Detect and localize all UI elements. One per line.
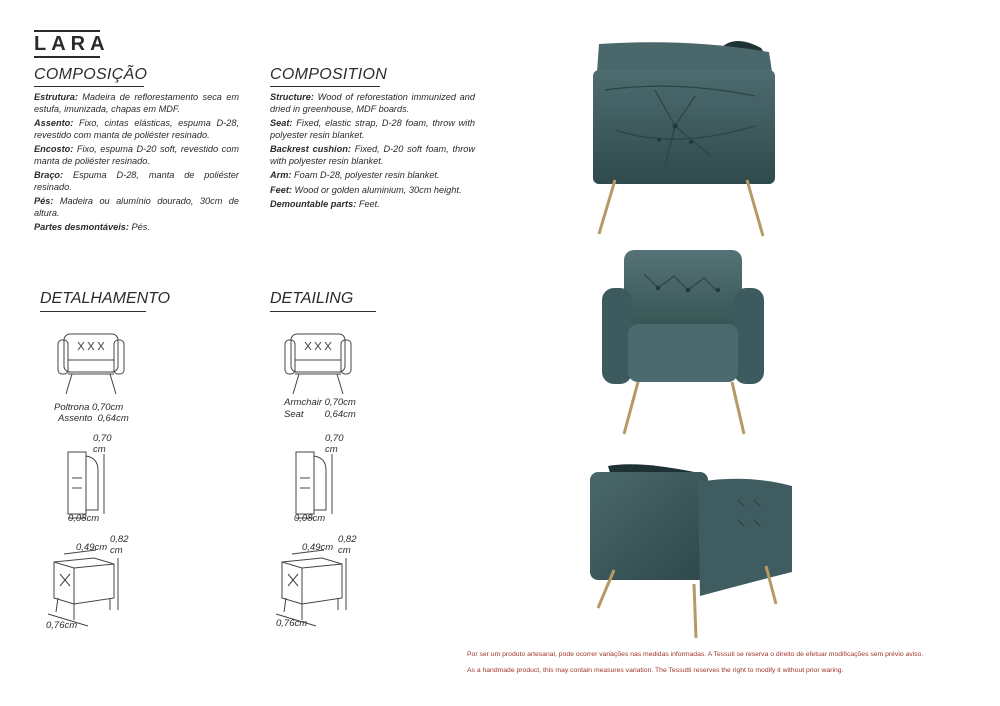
spec-label: Braço: bbox=[34, 170, 64, 180]
disclaimer-pt: Por ser um produto artesanal, pode ocorrer variações nas medidas informadas. A Tessuti se reserva o direito de efetuar modificações sem prévio aviso. bbox=[467, 651, 924, 658]
front-caption-armchair: Poltrona 0,70cm bbox=[54, 402, 124, 413]
spec-item bbox=[270, 92, 475, 115]
spec-text: Fixo, espuma D-20 soft, revestido com manta de poliéster resinado. bbox=[34, 144, 239, 166]
spec-item bbox=[270, 199, 475, 211]
isometric-view-drawing bbox=[272, 548, 352, 628]
side-depth-label: 0,08cm bbox=[294, 513, 326, 524]
spec-label: Estrutura: bbox=[34, 92, 78, 102]
spec-item bbox=[34, 92, 239, 115]
iso-height-label: 0,82 cm bbox=[110, 534, 129, 556]
spec-label: Assento: bbox=[34, 118, 74, 128]
spec-text: Madeira ou alumínio dourado, 30cm de altura. bbox=[34, 196, 239, 218]
detalhamento-rule bbox=[40, 311, 146, 312]
spec-text: Espuma D-28, manta de poliéster resinado. bbox=[34, 170, 239, 192]
spec-label: Feet: bbox=[270, 184, 292, 195]
side-depth-label: 0,08cm bbox=[68, 513, 100, 524]
armchair-side-photo bbox=[585, 30, 785, 242]
front-caption-armchair: Armchair 0,70cm bbox=[284, 397, 356, 408]
detalhamento-heading bbox=[40, 290, 200, 312]
spec-label: Pés: bbox=[34, 196, 54, 206]
spec-text: Wood or golden aluminium, 30cm height. bbox=[291, 184, 462, 195]
iso-width-label: 0,76cm bbox=[46, 620, 78, 631]
spec-item bbox=[270, 118, 475, 141]
front-view-drawing bbox=[56, 330, 126, 396]
brand-bottom-rule bbox=[34, 56, 100, 58]
spec-label: Arm: bbox=[270, 170, 292, 180]
spec-text: Fixed, D-20 soft foam, throw with polyester resin blanket. bbox=[270, 144, 475, 166]
iso-depth-label: 0,49cm bbox=[76, 542, 108, 553]
iso-width-label: 0,76cm bbox=[276, 618, 308, 629]
armchair-back-photo bbox=[588, 460, 798, 640]
composicao-section bbox=[34, 66, 239, 237]
composicao-rule bbox=[34, 86, 144, 87]
spec-label: Demountable parts: bbox=[270, 199, 357, 209]
spec-item bbox=[34, 118, 239, 141]
detalhamento-title: DETALHAMENTO bbox=[40, 290, 171, 307]
disclaimer-en: As a handmade product, this may contain measures variation. The Tessutti reserves the right to modify it without prior waring. bbox=[467, 667, 844, 674]
spec-item bbox=[34, 222, 239, 234]
armchair-front-photo bbox=[598, 248, 768, 438]
spec-text: Foam D-28, polyester resin blanket. bbox=[291, 170, 440, 180]
side-height-label: 0,70 cm bbox=[93, 433, 112, 455]
spec-text: Fixo, cintas elásticas, espuma D-28, revestido com manta de poliéster resinado. bbox=[34, 118, 239, 140]
spec-text: Pés. bbox=[128, 222, 150, 232]
side-height-label: 0,70 cm bbox=[325, 433, 344, 455]
front-view-drawing bbox=[283, 330, 353, 396]
brand-name: LARA bbox=[34, 33, 110, 55]
spec-item bbox=[270, 170, 475, 182]
front-caption-seat: Seat 0,64cm bbox=[284, 409, 356, 420]
iso-depth-label: 0,49cm bbox=[302, 542, 334, 553]
front-caption-seat: Assento 0,64cm bbox=[58, 413, 129, 424]
spec-text: Wood of reforestation immunized and dried in greenhouse, MDF boards. bbox=[270, 92, 475, 114]
composicao-title: COMPOSIÇÃO bbox=[34, 66, 148, 83]
spec-item bbox=[270, 144, 475, 167]
isometric-view-drawing bbox=[44, 548, 124, 628]
spec-text: Fixed, elastic strap, D-28 foam, throw with polyester resin blanket. bbox=[270, 118, 475, 140]
spec-label: Encosto: bbox=[34, 144, 74, 154]
spec-item bbox=[34, 170, 239, 193]
spec-text: Feet. bbox=[356, 199, 380, 209]
brand-logo bbox=[34, 30, 110, 58]
brand-top-rule bbox=[34, 30, 100, 32]
detailing-rule bbox=[270, 311, 376, 312]
spec-label: Partes desmontáveis: bbox=[34, 222, 129, 232]
detailing-heading bbox=[270, 290, 430, 312]
side-view-drawing bbox=[288, 448, 338, 522]
spec-label: Structure: bbox=[270, 92, 314, 102]
spec-item bbox=[34, 144, 239, 167]
spec-item bbox=[34, 196, 239, 219]
spec-text: Madeira de reflorestamento seca em estufa, imunizada, chapas em MDF. bbox=[34, 92, 239, 114]
composition-rule bbox=[270, 86, 380, 87]
composition-section bbox=[270, 66, 475, 214]
side-view-drawing bbox=[60, 448, 110, 522]
spec-label: Backrest cushion: bbox=[270, 144, 351, 154]
iso-height-label: 0,82 cm bbox=[338, 534, 357, 556]
spec-item bbox=[270, 185, 475, 197]
detailing-title: DETAILING bbox=[270, 290, 354, 307]
composition-title: COMPOSITION bbox=[270, 66, 388, 83]
spec-label: Seat: bbox=[270, 118, 293, 128]
